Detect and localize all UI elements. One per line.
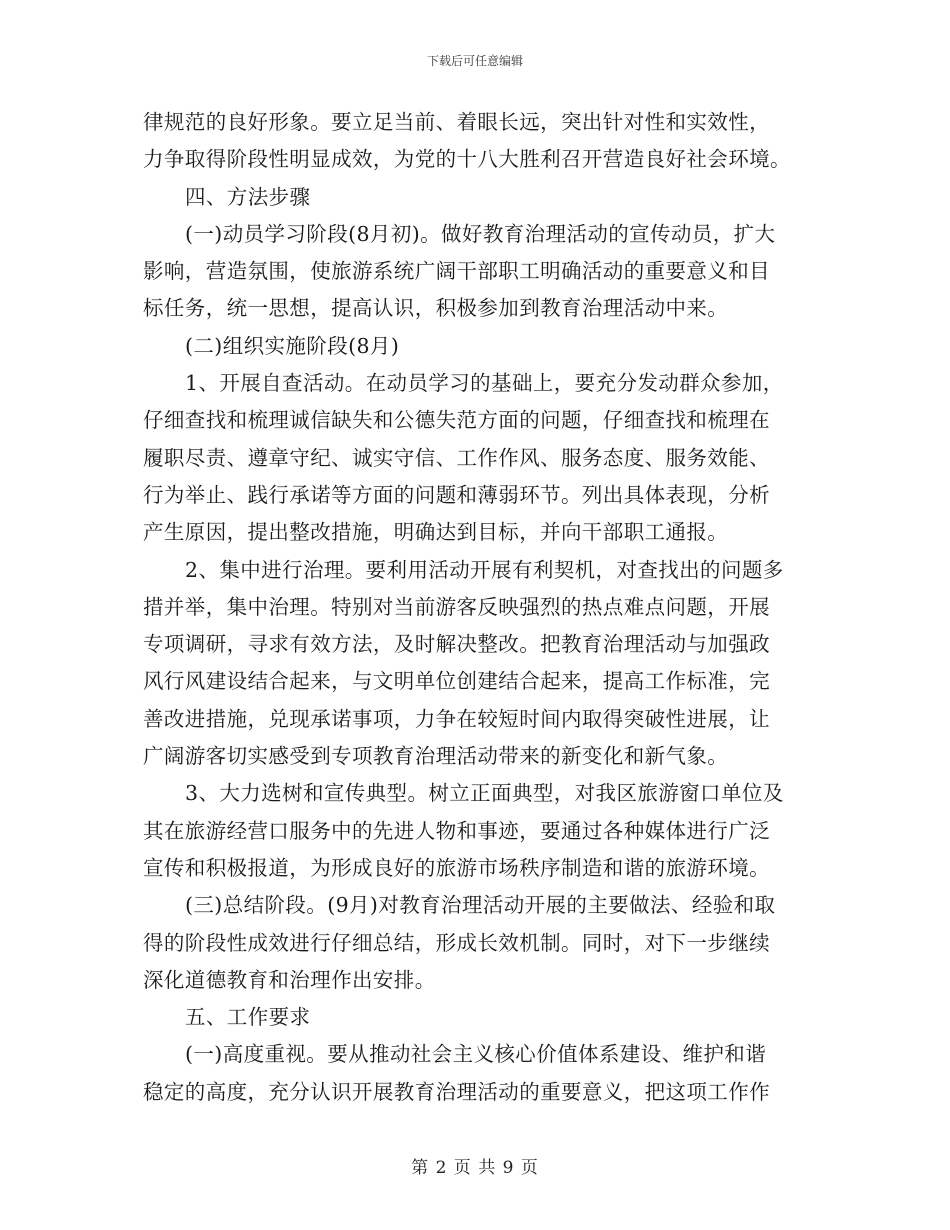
text-line: 力争取得阶段性明显成效，为党的十八大胜利召开营造良好社会环境。 [143,147,791,172]
text-line: 产生原因，提出整改措施，明确达到目标，并向干部职工通报。 [143,520,729,545]
text-line: (一)动员学习阶段(8月初)。做好教育治理活动的宣传动员，扩大 [185,221,776,246]
text-line: 广阔游客切实感受到专项教育治理活动带来的新变化和新气象。 [143,744,729,769]
text-line: 五、工作要求 [185,1005,311,1030]
text-line: 宣传和积极报道，为形成良好的旅游市场秩序制造和谐的旅游环境。 [143,855,770,880]
text-line: 其在旅游经营口服务中的先进人物和事迹，要通过各种媒体进行广泛 [143,818,770,843]
text-line: 善改进措施，兑现承诺事项，力争在较短时间内取得突破性进展，让 [143,706,770,731]
text-line: 影响，营造氛围，使旅游系统广阔干部职工明确活动的重要意义和目 [143,259,770,284]
text-line: 深化道德教育和治理作出安排。 [143,967,436,992]
text-line: 得的阶段性成效进行仔细总结，形成长效机制。同时，对下一步继续 [143,930,770,955]
text-line: 标任务，统一思想，提高认识，积极参加到教育治理活动中来。 [143,296,729,321]
text-line: 2、集中进行治理。要利用活动开展有利契机，对查找出的问题多 [185,557,784,582]
text-line: 仔细查找和梳理诚信缺失和公德失范方面的问题，仔细查找和梳理在 [143,408,770,433]
text-line: 律规范的良好形象。要立足当前、着眼长远，突出针对性和实效性， [143,110,770,134]
text-line: 3、大力选树和宣传典型。树立正面典型，对我区旅游窗口单位及 [185,781,784,806]
text-line: 稳定的高度，充分认识开展教育治理活动的重要意义，把这项工作作 [143,1079,770,1104]
text-line: 1、开展自查活动。在动员学习的基础上，要充分发动群众参加， [185,371,784,396]
text-line: 行为举止、践行承诺等方面的问题和薄弱环节。列出具体表现，分析 [143,482,770,507]
page-number: 第 2 页 共 9 页 [411,1158,539,1178]
text-line: 措并举，集中治理。特别对当前游客反映强烈的热点难点问题，开展 [143,594,770,619]
text-line: 专项调研，寻求有效方法，及时解决整改。把教育治理活动与加强政 [143,632,770,657]
text-line: (一)高度重视。要从推动社会主义核心价值体系建设、维护和谐 [185,1042,767,1067]
page-header: 下载后可任意编辑 [426,54,523,68]
text-line: 四、方法步骤 [185,184,311,209]
text-line: (二)组织实施阶段(8月) [185,333,400,358]
text-line: 履职尽责、遵章守纪、诚实守信、工作作风、服务态度、服务效能、 [143,445,770,470]
text-line: (三)总结阶段。(9月)对教育治理活动开展的主要做法、经验和取 [185,893,776,918]
document-body [143,104,811,1111]
text-line: 风行风建设结合起来，与文明单位创建结合起来，提高工作标准，完 [143,669,770,694]
